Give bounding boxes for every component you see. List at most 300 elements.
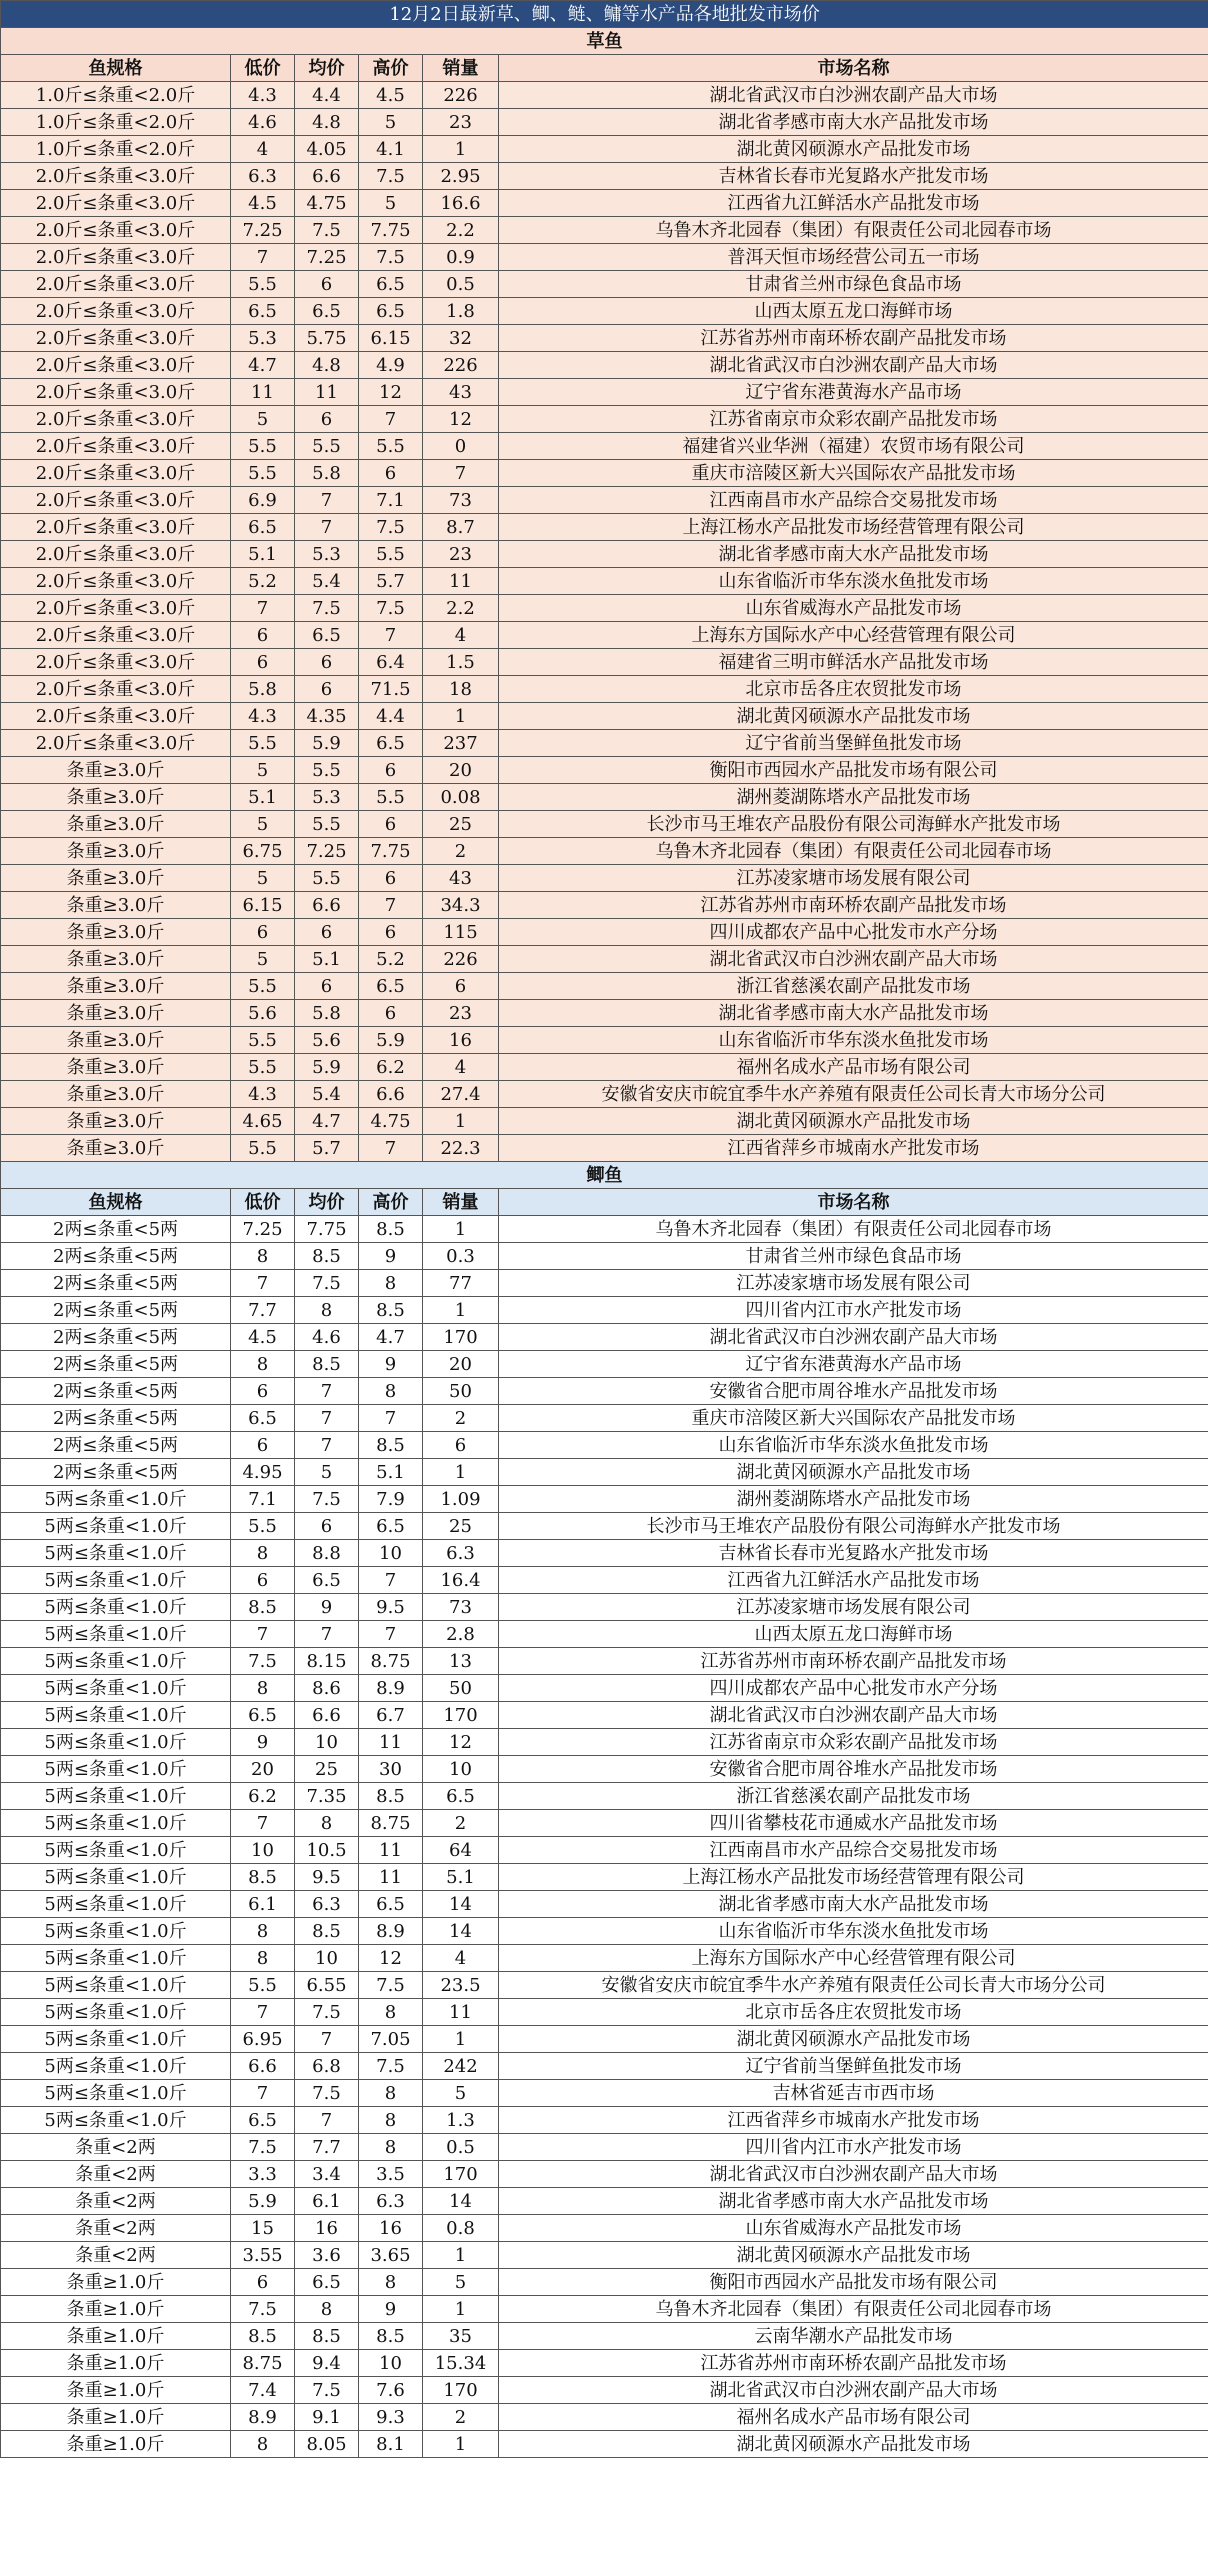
cell-volume: 4 <box>423 1945 499 1972</box>
cell-market: 江苏凌家塘市场发展有限公司 <box>499 1270 1208 1297</box>
cell-spec: 2.0斤≤条重<3.0斤 <box>1 649 231 676</box>
cell-market: 江苏省苏州市南环桥农副产品批发市场 <box>499 892 1208 919</box>
cell-avg: 6.5 <box>295 1567 359 1594</box>
cell-market: 湖北省武汉市白沙洲农副产品大市场 <box>499 2161 1208 2188</box>
cell-volume: 7 <box>423 460 499 487</box>
cell-volume: 10 <box>423 1756 499 1783</box>
cell-market: 普洱天恒市场经营公司五一市场 <box>499 244 1208 271</box>
cell-avg: 5.9 <box>295 1054 359 1081</box>
cell-high: 8 <box>359 1999 423 2026</box>
cell-volume: 50 <box>423 1675 499 1702</box>
cell-low: 4.5 <box>231 1324 295 1351</box>
cell-avg: 5.6 <box>295 1027 359 1054</box>
table-row <box>1 1810 1208 1837</box>
cell-spec: 5两≤条重<1.0斤 <box>1 1567 231 1594</box>
cell-low: 5.9 <box>231 2188 295 2215</box>
table-row <box>1 1567 1208 1594</box>
cell-low: 3.3 <box>231 2161 295 2188</box>
cell-market: 湖北黄冈硕源水产品批发市场 <box>499 2026 1208 2053</box>
cell-high: 11 <box>359 1729 423 1756</box>
cell-high: 7.5 <box>359 514 423 541</box>
cell-spec: 条重<2两 <box>1 2215 231 2242</box>
cell-high: 7 <box>359 892 423 919</box>
cell-volume: 1 <box>423 703 499 730</box>
cell-volume: 242 <box>423 2053 499 2080</box>
cell-low: 6.6 <box>231 2053 295 2080</box>
cell-volume: 2.8 <box>423 1621 499 1648</box>
table-row <box>1 2215 1208 2242</box>
cell-high: 7.5 <box>359 244 423 271</box>
cell-low: 6.15 <box>231 892 295 919</box>
cell-market: 吉林省长春市光复路水产批发市场 <box>499 1540 1208 1567</box>
table-row <box>1 865 1208 892</box>
table-row <box>1 622 1208 649</box>
header-high: 高价 <box>359 55 423 82</box>
table-row <box>1 190 1208 217</box>
cell-spec: 2两≤条重<5两 <box>1 1378 231 1405</box>
cell-high: 9 <box>359 1351 423 1378</box>
cell-high: 7 <box>359 622 423 649</box>
header-low: 低价 <box>231 55 295 82</box>
cell-market: 江苏省苏州市南环桥农副产品批发市场 <box>499 1648 1208 1675</box>
cell-low: 6.5 <box>231 1702 295 1729</box>
table-row <box>1 2404 1208 2431</box>
cell-market: 江苏省苏州市南环桥农副产品批发市场 <box>499 2350 1208 2377</box>
cell-high: 71.5 <box>359 676 423 703</box>
cell-market: 福建省兴业华洲（福建）农贸市场有限公司 <box>499 433 1208 460</box>
cell-volume: 6.3 <box>423 1540 499 1567</box>
cell-avg: 10.5 <box>295 1837 359 1864</box>
cell-high: 7 <box>359 1621 423 1648</box>
cell-avg: 6 <box>295 271 359 298</box>
cell-low: 4.95 <box>231 1459 295 1486</box>
cell-market: 湖州菱湖陈塔水产品批发市场 <box>499 1486 1208 1513</box>
cell-avg: 7.25 <box>295 244 359 271</box>
cell-spec: 2.0斤≤条重<3.0斤 <box>1 541 231 568</box>
cell-market: 湖北省孝感市南大水产品批发市场 <box>499 1000 1208 1027</box>
table-row <box>1 1945 1208 1972</box>
cell-low: 6 <box>231 649 295 676</box>
table-row <box>1 2026 1208 2053</box>
cell-spec: 2.0斤≤条重<3.0斤 <box>1 352 231 379</box>
cell-high: 6.2 <box>359 1054 423 1081</box>
cell-market: 湖北省孝感市南大水产品批发市场 <box>499 1891 1208 1918</box>
table-row <box>1 676 1208 703</box>
table-row <box>1 433 1208 460</box>
header-market: 市场名称 <box>499 1189 1208 1216</box>
cell-spec: 5两≤条重<1.0斤 <box>1 1486 231 1513</box>
cell-avg: 7.5 <box>295 2377 359 2404</box>
cell-low: 5.5 <box>231 730 295 757</box>
cell-low: 5 <box>231 811 295 838</box>
cell-market: 安徽省安庆市皖宜季牛水产养殖有限责任公司长青大市场分公司 <box>499 1972 1208 1999</box>
cell-volume: 35 <box>423 2323 499 2350</box>
cell-low: 8.5 <box>231 1594 295 1621</box>
cell-low: 5.5 <box>231 271 295 298</box>
cell-avg: 8.05 <box>295 2431 359 2458</box>
cell-spec: 2.0斤≤条重<3.0斤 <box>1 244 231 271</box>
cell-avg: 9.1 <box>295 2404 359 2431</box>
cell-high: 6 <box>359 1000 423 1027</box>
cell-spec: 条重≥1.0斤 <box>1 2350 231 2377</box>
cell-high: 6.5 <box>359 730 423 757</box>
table-row <box>1 1108 1208 1135</box>
cell-volume: 11 <box>423 1999 499 2026</box>
cell-avg: 8.5 <box>295 1918 359 1945</box>
cell-market: 湖北黄冈硕源水产品批发市场 <box>499 136 1208 163</box>
cell-spec: 5两≤条重<1.0斤 <box>1 1972 231 1999</box>
table-row <box>1 2080 1208 2107</box>
cell-spec: 条重≥1.0斤 <box>1 2296 231 2323</box>
cell-high: 4.7 <box>359 1324 423 1351</box>
cell-avg: 7.7 <box>295 2134 359 2161</box>
cell-market: 衡阳市西园水产品批发市场有限公司 <box>499 2269 1208 2296</box>
cell-avg: 7.5 <box>295 1999 359 2026</box>
cell-market: 上海东方国际水产中心经营管理有限公司 <box>499 1945 1208 1972</box>
cell-high: 5.5 <box>359 541 423 568</box>
cell-high: 8 <box>359 1270 423 1297</box>
cell-spec: 5两≤条重<1.0斤 <box>1 1891 231 1918</box>
cell-spec: 条重≥3.0斤 <box>1 892 231 919</box>
cell-avg: 9 <box>295 1594 359 1621</box>
cell-market: 湖北省武汉市白沙洲农副产品大市场 <box>499 352 1208 379</box>
cell-high: 4.75 <box>359 1108 423 1135</box>
header-volume: 销量 <box>423 1189 499 1216</box>
cell-spec: 2两≤条重<5两 <box>1 1270 231 1297</box>
cell-avg: 8.15 <box>295 1648 359 1675</box>
cell-low: 7 <box>231 1621 295 1648</box>
cell-high: 8.75 <box>359 1648 423 1675</box>
cell-high: 8.9 <box>359 1918 423 1945</box>
cell-market: 湖北黄冈硕源水产品批发市场 <box>499 2242 1208 2269</box>
cell-volume: 73 <box>423 1594 499 1621</box>
cell-avg: 7 <box>295 487 359 514</box>
cell-market: 湖北省孝感市南大水产品批发市场 <box>499 541 1208 568</box>
cell-low: 8 <box>231 1945 295 1972</box>
cell-volume: 16.6 <box>423 190 499 217</box>
cell-volume: 43 <box>423 865 499 892</box>
table-row <box>1 649 1208 676</box>
cell-volume: 32 <box>423 325 499 352</box>
cell-high: 6.7 <box>359 1702 423 1729</box>
cell-high: 6 <box>359 811 423 838</box>
cell-spec: 5两≤条重<1.0斤 <box>1 1783 231 1810</box>
cell-market: 福州名成水产品市场有限公司 <box>499 2404 1208 2431</box>
cell-spec: 2.0斤≤条重<3.0斤 <box>1 460 231 487</box>
cell-low: 6.9 <box>231 487 295 514</box>
cell-high: 9.5 <box>359 1594 423 1621</box>
cell-market: 长沙市马王堆农产品股份有限公司海鲜水产批发市场 <box>499 1513 1208 1540</box>
cell-market: 甘肃省兰州市绿色食品市场 <box>499 271 1208 298</box>
cell-high: 8 <box>359 2134 423 2161</box>
table-row <box>1 2134 1208 2161</box>
cell-spec: 2两≤条重<5两 <box>1 1459 231 1486</box>
header-spec: 鱼规格 <box>1 55 231 82</box>
cell-high: 7.5 <box>359 595 423 622</box>
cell-high: 7.75 <box>359 838 423 865</box>
cell-volume: 14 <box>423 1918 499 1945</box>
cell-low: 6.5 <box>231 1405 295 1432</box>
cell-avg: 7 <box>295 1405 359 1432</box>
title-row <box>1 1 1208 28</box>
table-row <box>1 595 1208 622</box>
cell-volume: 18 <box>423 676 499 703</box>
cell-market: 上海江杨水产品批发市场经营管理有限公司 <box>499 514 1208 541</box>
cell-low: 5.8 <box>231 676 295 703</box>
cell-market: 安徽省合肥市周谷堆水产品批发市场 <box>499 1756 1208 1783</box>
cell-high: 7.5 <box>359 1972 423 1999</box>
cell-low: 5.3 <box>231 325 295 352</box>
cell-market: 湖北黄冈硕源水产品批发市场 <box>499 1459 1208 1486</box>
cell-high: 9.3 <box>359 2404 423 2431</box>
cell-volume: 4 <box>423 1054 499 1081</box>
table-row <box>1 514 1208 541</box>
cell-avg: 6.6 <box>295 1702 359 1729</box>
cell-avg: 6 <box>295 406 359 433</box>
table-row <box>1 946 1208 973</box>
cell-low: 4.6 <box>231 109 295 136</box>
cell-spec: 2.0斤≤条重<3.0斤 <box>1 514 231 541</box>
cell-spec: 条重≥3.0斤 <box>1 1081 231 1108</box>
cell-volume: 1 <box>423 2242 499 2269</box>
cell-spec: 条重≥3.0斤 <box>1 811 231 838</box>
cell-volume: 1.3 <box>423 2107 499 2134</box>
cell-low: 7 <box>231 595 295 622</box>
cell-market: 辽宁省东港黄海水产品市场 <box>499 379 1208 406</box>
cell-market: 浙江省慈溪农副产品批发市场 <box>499 973 1208 1000</box>
cell-market: 安徽省安庆市皖宜季牛水产养殖有限责任公司长青大市场分公司 <box>499 1081 1208 1108</box>
cell-market: 江苏凌家塘市场发展有限公司 <box>499 1594 1208 1621</box>
table-row <box>1 1378 1208 1405</box>
table-row <box>1 811 1208 838</box>
cell-high: 4.1 <box>359 136 423 163</box>
cell-spec: 5两≤条重<1.0斤 <box>1 1675 231 1702</box>
cell-market: 四川成都农产品中心批发市水产分场 <box>499 919 1208 946</box>
cell-low: 5 <box>231 865 295 892</box>
cell-spec: 条重≥3.0斤 <box>1 757 231 784</box>
table-row <box>1 2296 1208 2323</box>
cell-avg: 6.1 <box>295 2188 359 2215</box>
cell-high: 5.2 <box>359 946 423 973</box>
cell-low: 15 <box>231 2215 295 2242</box>
cell-market: 衡阳市西园水产品批发市场有限公司 <box>499 757 1208 784</box>
cell-high: 5 <box>359 190 423 217</box>
cell-low: 5.5 <box>231 1972 295 1999</box>
cell-spec: 条重≥3.0斤 <box>1 1135 231 1162</box>
cell-volume: 1 <box>423 1297 499 1324</box>
cell-spec: 2两≤条重<5两 <box>1 1243 231 1270</box>
cell-volume: 25 <box>423 811 499 838</box>
cell-spec: 1.0斤≤条重<2.0斤 <box>1 136 231 163</box>
cell-volume: 0.5 <box>423 2134 499 2161</box>
cell-avg: 6.5 <box>295 622 359 649</box>
cell-low: 8 <box>231 1675 295 1702</box>
cell-spec: 2.0斤≤条重<3.0斤 <box>1 325 231 352</box>
cell-avg: 6.6 <box>295 163 359 190</box>
cell-volume: 0.8 <box>423 2215 499 2242</box>
table-row <box>1 1648 1208 1675</box>
cell-spec: 2.0斤≤条重<3.0斤 <box>1 433 231 460</box>
cell-volume: 226 <box>423 352 499 379</box>
cell-spec: 条重≥3.0斤 <box>1 865 231 892</box>
cell-market: 江西南昌市水产品综合交易批发市场 <box>499 1837 1208 1864</box>
cell-high: 5.5 <box>359 433 423 460</box>
table-row <box>1 1918 1208 1945</box>
cell-avg: 6.3 <box>295 1891 359 1918</box>
header-market: 市场名称 <box>499 55 1208 82</box>
cell-low: 9 <box>231 1729 295 1756</box>
cell-low: 8.9 <box>231 2404 295 2431</box>
cell-low: 5.5 <box>231 1054 295 1081</box>
cell-volume: 5 <box>423 2080 499 2107</box>
cell-spec: 1.0斤≤条重<2.0斤 <box>1 82 231 109</box>
cell-market: 甘肃省兰州市绿色食品市场 <box>499 1243 1208 1270</box>
cell-avg: 4.75 <box>295 190 359 217</box>
table-row <box>1 1702 1208 1729</box>
cell-avg: 7 <box>295 2026 359 2053</box>
cell-avg: 10 <box>295 1945 359 1972</box>
cell-market: 江西省九江鲜活水产品批发市场 <box>499 1567 1208 1594</box>
table-row <box>1 1405 1208 1432</box>
cell-high: 30 <box>359 1756 423 1783</box>
cell-spec: 5两≤条重<1.0斤 <box>1 1810 231 1837</box>
cell-high: 12 <box>359 379 423 406</box>
cell-low: 6 <box>231 2269 295 2296</box>
table-row <box>1 919 1208 946</box>
cell-low: 5.5 <box>231 460 295 487</box>
cell-low: 4.3 <box>231 703 295 730</box>
cell-spec: 条重≥3.0斤 <box>1 1054 231 1081</box>
cell-low: 7.5 <box>231 2134 295 2161</box>
cell-volume: 0.9 <box>423 244 499 271</box>
table-row <box>1 973 1208 1000</box>
cell-avg: 4.8 <box>295 109 359 136</box>
cell-market: 四川省内江市水产批发市场 <box>499 2134 1208 2161</box>
table-row <box>1 136 1208 163</box>
cell-avg: 5.75 <box>295 325 359 352</box>
cell-low: 4 <box>231 136 295 163</box>
cell-high: 5 <box>359 109 423 136</box>
cell-avg: 5.5 <box>295 811 359 838</box>
cell-avg: 8 <box>295 1297 359 1324</box>
column-header-row <box>1 55 1208 82</box>
cell-high: 6 <box>359 865 423 892</box>
cell-volume: 2.2 <box>423 595 499 622</box>
cell-low: 6.75 <box>231 838 295 865</box>
cell-high: 8 <box>359 2080 423 2107</box>
cell-spec: 5两≤条重<1.0斤 <box>1 1756 231 1783</box>
table-row <box>1 1027 1208 1054</box>
cell-avg: 7.25 <box>295 838 359 865</box>
cell-avg: 6 <box>295 919 359 946</box>
cell-avg: 7.75 <box>295 1216 359 1243</box>
cell-spec: 条重≥3.0斤 <box>1 919 231 946</box>
table-row <box>1 1675 1208 1702</box>
section-title-crucian-carp: 鲫鱼 <box>1 1162 1208 1189</box>
cell-market: 山西太原五龙口海鲜市场 <box>499 298 1208 325</box>
cell-volume: 1 <box>423 1216 499 1243</box>
table-row <box>1 1864 1208 1891</box>
cell-low: 3.55 <box>231 2242 295 2269</box>
cell-high: 8 <box>359 2107 423 2134</box>
cell-spec: 2.0斤≤条重<3.0斤 <box>1 622 231 649</box>
table-row <box>1 1270 1208 1297</box>
cell-high: 5.5 <box>359 784 423 811</box>
cell-avg: 5.5 <box>295 433 359 460</box>
table-row <box>1 838 1208 865</box>
cell-low: 20 <box>231 1756 295 1783</box>
cell-high: 8.5 <box>359 1297 423 1324</box>
cell-volume: 2 <box>423 1810 499 1837</box>
cell-market: 湖北黄冈硕源水产品批发市场 <box>499 2431 1208 2458</box>
cell-low: 7 <box>231 2080 295 2107</box>
cell-spec: 5两≤条重<1.0斤 <box>1 1540 231 1567</box>
cell-avg: 8.6 <box>295 1675 359 1702</box>
cell-market: 上海东方国际水产中心经营管理有限公司 <box>499 622 1208 649</box>
cell-high: 4.4 <box>359 703 423 730</box>
cell-avg: 8 <box>295 1810 359 1837</box>
cell-volume: 1.8 <box>423 298 499 325</box>
cell-high: 6 <box>359 757 423 784</box>
cell-avg: 9.4 <box>295 2350 359 2377</box>
cell-spec: 条重≥1.0斤 <box>1 2404 231 2431</box>
cell-market: 辽宁省东港黄海水产品市场 <box>499 1351 1208 1378</box>
cell-avg: 5.3 <box>295 541 359 568</box>
cell-market: 山西太原五龙口海鲜市场 <box>499 1621 1208 1648</box>
table-row <box>1 2350 1208 2377</box>
cell-spec: 5两≤条重<1.0斤 <box>1 1621 231 1648</box>
cell-high: 5.7 <box>359 568 423 595</box>
cell-low: 4.3 <box>231 1081 295 1108</box>
cell-market: 湖北黄冈硕源水产品批发市场 <box>499 1108 1208 1135</box>
cell-avg: 8.8 <box>295 1540 359 1567</box>
table-row <box>1 1000 1208 1027</box>
table-row <box>1 1621 1208 1648</box>
table-row <box>1 1324 1208 1351</box>
cell-spec: 2.0斤≤条重<3.0斤 <box>1 298 231 325</box>
cell-volume: 115 <box>423 919 499 946</box>
table-row <box>1 487 1208 514</box>
cell-market: 山东省威海水产品批发市场 <box>499 595 1208 622</box>
cell-spec: 5两≤条重<1.0斤 <box>1 1918 231 1945</box>
table-row <box>1 2107 1208 2134</box>
cell-market: 山东省临沂市华东淡水鱼批发市场 <box>499 1432 1208 1459</box>
cell-spec: 条重<2两 <box>1 2188 231 2215</box>
cell-spec: 5两≤条重<1.0斤 <box>1 1594 231 1621</box>
cell-spec: 2.0斤≤条重<3.0斤 <box>1 730 231 757</box>
cell-low: 4.3 <box>231 82 295 109</box>
cell-low: 5.5 <box>231 433 295 460</box>
cell-high: 7.6 <box>359 2377 423 2404</box>
cell-spec: 条重≥3.0斤 <box>1 784 231 811</box>
cell-volume: 2.95 <box>423 163 499 190</box>
cell-high: 10 <box>359 2350 423 2377</box>
cell-high: 11 <box>359 1837 423 1864</box>
cell-spec: 条重≥1.0斤 <box>1 2377 231 2404</box>
cell-market: 四川省攀枝花市通威水产品批发市场 <box>499 1810 1208 1837</box>
cell-low: 7 <box>231 1999 295 2026</box>
table-row <box>1 1081 1208 1108</box>
cell-volume: 64 <box>423 1837 499 1864</box>
cell-high: 6.5 <box>359 1513 423 1540</box>
table-row <box>1 2188 1208 2215</box>
cell-low: 4.65 <box>231 1108 295 1135</box>
table-row <box>1 1486 1208 1513</box>
cell-spec: 2.0斤≤条重<3.0斤 <box>1 163 231 190</box>
table-row <box>1 1540 1208 1567</box>
cell-low: 7 <box>231 1810 295 1837</box>
cell-high: 6.5 <box>359 973 423 1000</box>
